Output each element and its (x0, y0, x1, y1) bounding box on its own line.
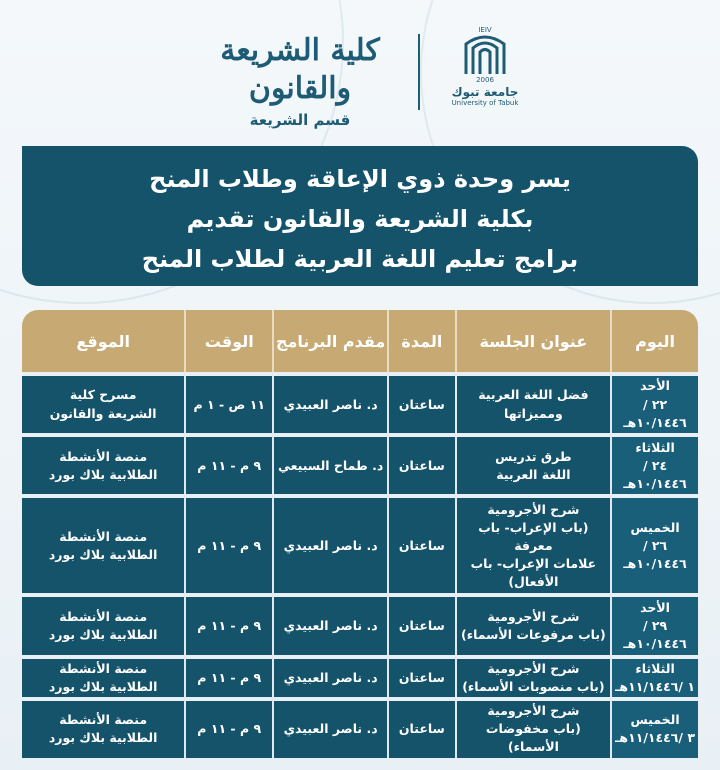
cell-day (610, 494, 698, 593)
title-line-3: برامج تعليم اللغة العربية لطلاب المنح (141, 245, 579, 273)
cell-duration (387, 655, 455, 697)
cell-location (22, 593, 184, 654)
table-header-row (22, 310, 698, 372)
session-title-line: (باب منصوبات الأسماء) (462, 678, 605, 694)
university-year-bottom: 2006 (476, 76, 494, 84)
header-location: الموقع (22, 310, 184, 372)
presenter-name: د. ناصر العبيدي (283, 617, 378, 633)
header (0, 18, 720, 129)
location-line: الطلابية بلاك بورد (48, 466, 158, 482)
cell-time (184, 372, 272, 433)
cell-presenter (272, 494, 387, 593)
day-date: ٢٢ /١٠/١٤٤٦هـ (623, 396, 687, 430)
day-date: ٣ /١١/١٤٤٦هـ (615, 730, 695, 746)
cell-time (184, 697, 272, 758)
location-line: الطلابية بلاك بورد (48, 627, 158, 643)
time-text: ٩ م - ١١ م (197, 669, 262, 685)
session-title-line: شرح الأجرومية (487, 608, 580, 624)
cell-presenter (272, 372, 387, 433)
duration-text: ساعتان (398, 457, 445, 473)
title-line-1: يسر وحدة ذوي الإعاقة وطلاب المنح (149, 165, 571, 193)
table-row (22, 433, 698, 494)
table-row (22, 697, 698, 758)
university-name-ar: جامعة تبوك (451, 85, 519, 99)
presenter-name: د. ناصر العبيدي (283, 396, 378, 412)
location-line: منصة الأنشطة (59, 660, 148, 676)
session-title-line: علامات الإعراب- باب الأفعال) (470, 555, 597, 590)
cell-day (610, 655, 698, 697)
location-line: الطلابية بلاك بورد (48, 730, 158, 746)
session-title-line: طرق تدريس (495, 448, 572, 464)
location-line: الشريعة والقانون (49, 405, 157, 421)
college-logo (190, 32, 410, 129)
cell-duration (387, 494, 455, 593)
cell-day (610, 372, 698, 433)
college-name: كلية الشريعة والقانون (220, 33, 380, 106)
cell-session-title (455, 494, 610, 593)
cell-location (22, 697, 184, 758)
day-name: الأحد (640, 599, 670, 615)
location-line: الطلابية بلاك بورد (48, 546, 158, 562)
day-date: ١ /١١/١٤٤٦هـ (615, 678, 695, 694)
cell-location (22, 655, 184, 697)
duration-text: ساعتان (398, 721, 445, 737)
cell-time (184, 655, 272, 697)
schedule-table (22, 310, 698, 758)
day-date: ٢٦ /١٠/١٤٤٦هـ (623, 537, 687, 571)
session-title-line: شرح الأجرومية (487, 660, 580, 676)
header-time: الوقت (184, 310, 272, 372)
duration-text: ساعتان (398, 537, 445, 553)
department-name: قسم الشريعة (249, 111, 351, 129)
session-title-line: (باب الإعراب- باب معرفة (478, 519, 589, 553)
day-date: ٢٤ /١٠/١٤٤٦هـ (623, 457, 687, 491)
location-line: منصة الأنشطة (59, 608, 148, 624)
location-line: منصة الأنشطة (59, 712, 148, 728)
cell-presenter (272, 655, 387, 697)
day-name: الأحد (640, 378, 670, 394)
table-row (22, 655, 698, 697)
time-text: ٩ م - ١١ م (197, 721, 262, 737)
title-line-2: بكلية الشريعة والقانون تقديم (186, 205, 534, 233)
cell-day (610, 697, 698, 758)
time-text: ٩ م - ١١ م (197, 617, 262, 633)
header-day: اليوم (610, 310, 698, 372)
cell-session-title (455, 655, 610, 697)
header-presenter: مقدم البرنامج (272, 310, 387, 372)
time-text: ١١ ص - ١ م (193, 396, 265, 412)
location-line: منصة الأنشطة (59, 448, 148, 464)
title-banner (22, 146, 698, 286)
cell-location (22, 494, 184, 593)
time-text: ٩ م - ١١ م (197, 457, 262, 473)
presenter-name: د. طماح السبيعي (277, 457, 384, 473)
cell-session-title (455, 433, 610, 494)
cell-day (610, 433, 698, 494)
session-title-line: اللغة العربية (496, 466, 571, 482)
cell-time (184, 494, 272, 593)
day-name: الخميس (630, 519, 680, 535)
cell-duration (387, 433, 455, 494)
header-duration: المدة (387, 310, 455, 372)
header-divider (418, 34, 420, 110)
cell-location (22, 433, 184, 494)
location-line: الطلابية بلاك بورد (48, 678, 158, 694)
session-title-line: (باب مرفوعات الأسماء) (461, 627, 606, 643)
day-name: الثلاثاء (635, 660, 675, 676)
cell-session-title (455, 593, 610, 654)
university-year-top: IEIV (478, 26, 492, 34)
cell-time (184, 593, 272, 654)
presenter-name: د. ناصر العبيدي (283, 537, 378, 553)
day-name: الخميس (630, 712, 680, 728)
session-title-line: شرح الأجرومية (487, 501, 580, 517)
day-date: ٢٩ /١٠/١٤٤٦هـ (623, 617, 687, 652)
table-row (22, 372, 698, 433)
cell-presenter (272, 593, 387, 654)
cell-day (610, 593, 698, 654)
cell-duration (387, 593, 455, 654)
cell-location (22, 372, 184, 433)
cell-presenter (272, 433, 387, 494)
cell-duration (387, 372, 455, 433)
cell-session-title (455, 372, 610, 433)
session-title-line: ومميزاتها (504, 405, 563, 421)
header-session-title: عنوان الجلسة (455, 310, 610, 372)
duration-text: ساعتان (398, 669, 445, 685)
location-line: مسرح كلية (69, 387, 137, 403)
session-title-line: (باب مخفوضات الأسماء) (485, 721, 581, 755)
presenter-name: د. ناصر العبيدي (283, 669, 378, 685)
time-text: ٩ م - ١١ م (197, 537, 262, 553)
university-emblem-icon (462, 34, 508, 76)
day-name: الثلاثاء (635, 439, 675, 455)
cell-duration (387, 697, 455, 758)
duration-text: ساعتان (398, 396, 445, 412)
location-line: منصة الأنشطة (59, 528, 148, 544)
table-row (22, 593, 698, 654)
session-title-line: فضل اللغة العربية (478, 387, 589, 403)
session-title-line: شرح الأجرومية (487, 703, 580, 719)
presenter-name: د. ناصر العبيدي (283, 721, 378, 737)
duration-text: ساعتان (398, 617, 445, 633)
university-name-en: University of Tabuk (451, 99, 519, 107)
cell-time (184, 433, 272, 494)
cell-session-title (455, 697, 610, 758)
university-logo (440, 26, 530, 116)
table-row (22, 494, 698, 593)
cell-presenter (272, 697, 387, 758)
